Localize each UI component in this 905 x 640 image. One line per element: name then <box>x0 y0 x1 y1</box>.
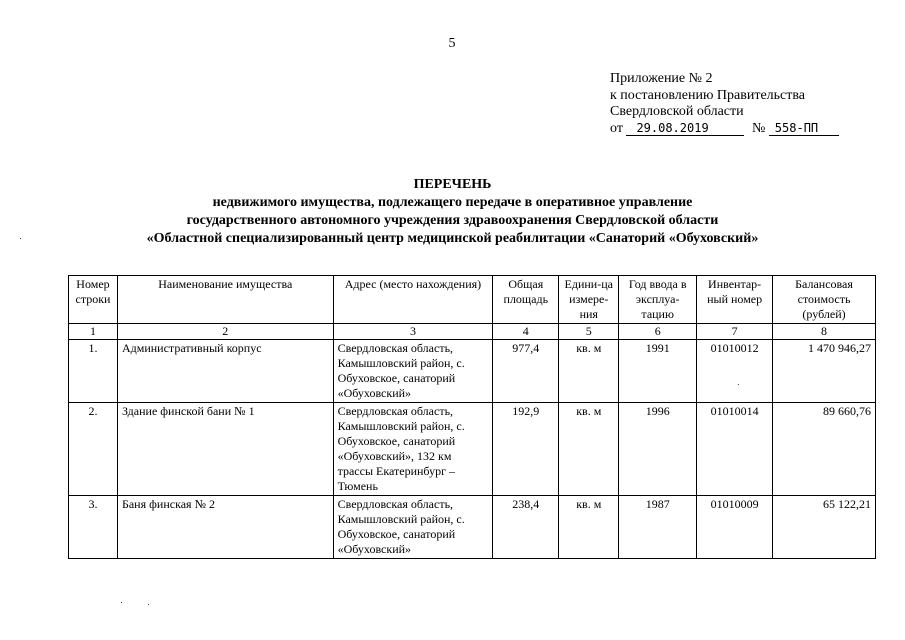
row-number: 2. <box>69 403 118 496</box>
property-table <box>68 275 876 559</box>
property-address: Свердловская область, Камышловский район, с. Обуховское, санаторий «Обуховский» <box>333 496 493 559</box>
resolution-date: 29.08.2019 <box>626 121 744 136</box>
column-number: 2 <box>117 324 333 340</box>
appendix-block <box>610 71 839 137</box>
appendix-resolution-ref: к постановлению Правительства <box>610 87 806 103</box>
table-row <box>69 496 876 559</box>
column-number: 1 <box>69 324 118 340</box>
row-number: 3. <box>69 496 118 559</box>
property-inventory: 01010014 <box>697 403 773 496</box>
property-area: 238,4 <box>493 496 559 559</box>
column-number: 7 <box>697 324 773 340</box>
heading-title: ПЕРЕЧЕНЬ <box>413 177 492 192</box>
page-number: 5 <box>448 36 456 51</box>
property-value: 1 470 946,27 <box>773 340 876 403</box>
column-number: 6 <box>619 324 697 340</box>
scan-speck <box>121 602 122 603</box>
header-address: Адрес (место нахождения) <box>333 276 493 324</box>
table-header-row <box>69 276 876 324</box>
heading-line-2: государственного автономного учреждения здравоохранения Свердловской области <box>186 213 719 228</box>
resolution-number: 558-ПП <box>769 121 839 136</box>
header-name: Наименование имущества <box>117 276 333 324</box>
appendix-region: Свердловской области <box>610 104 744 119</box>
property-value: 65 122,21 <box>773 496 876 559</box>
property-inventory: 01010009 <box>697 496 773 559</box>
property-year: 1987 <box>619 496 697 559</box>
property-name: Здание финской бани № 1 <box>117 403 333 496</box>
property-address: Свердловская область, Камышловский район, с. Обуховское, санаторий «Обуховский», 132 км трассы Екатеринбург – Тюмень <box>333 403 493 496</box>
property-area: 192,9 <box>493 403 559 496</box>
property-name: Административный корпус <box>117 340 333 403</box>
appendix-date-number-line <box>610 121 839 138</box>
property-year: 1991 <box>619 340 697 403</box>
table-row <box>69 340 876 403</box>
row-number: 1. <box>69 340 118 403</box>
property-unit: кв. м <box>559 496 619 559</box>
header-unit: Едини-ца измере-ния <box>559 276 619 324</box>
date-prefix: от <box>610 120 623 136</box>
property-inventory: 01010012 <box>697 340 773 403</box>
heading-line-3: «Областной специализированный центр медицинской реабилитации «Санаторий «Обуховский» <box>146 231 759 246</box>
property-unit: кв. м <box>559 403 619 496</box>
property-name: Баня финская № 2 <box>117 496 333 559</box>
property-unit: кв. м <box>559 340 619 403</box>
property-value: 89 660,76 <box>773 403 876 496</box>
column-number: 4 <box>493 324 559 340</box>
document-heading <box>60 176 845 248</box>
header-area: Общая площадь <box>493 276 559 324</box>
column-number: 5 <box>559 324 619 340</box>
table-row <box>69 403 876 496</box>
column-number-row <box>69 324 876 340</box>
header-value: Балансовая стоимость (рублей) <box>773 276 876 324</box>
scan-speck <box>20 238 21 239</box>
property-address: Свердловская область, Камышловский район, с. Обуховское, санаторий «Обуховский» <box>333 340 493 403</box>
appendix-title: Приложение № 2 <box>610 71 713 86</box>
scan-speck <box>738 384 739 385</box>
number-prefix: № <box>751 120 766 136</box>
column-number: 3 <box>333 324 493 340</box>
header-row-number: Номер строки <box>69 276 118 324</box>
column-number: 8 <box>773 324 876 340</box>
scan-speck <box>148 604 149 605</box>
header-inventory: Инвентар-ный номер <box>697 276 773 324</box>
header-year: Год ввода в эксплуа-тацию <box>619 276 697 324</box>
heading-line-1: недвижимого имущества, подлежащего передаче в оперативное управление <box>212 195 693 210</box>
property-area: 977,4 <box>493 340 559 403</box>
property-year: 1996 <box>619 403 697 496</box>
